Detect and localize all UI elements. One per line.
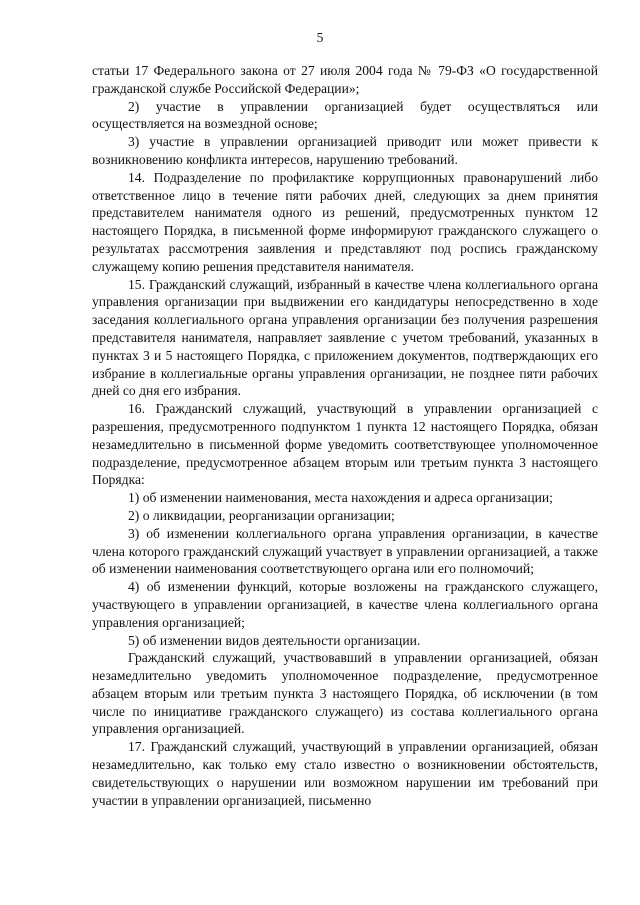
paragraph-continuation: статьи 17 Федерального закона от 27 июля 2004 года № 79-ФЗ «О государственной гражданской службе Российской Федерации»; bbox=[92, 63, 598, 96]
paragraph-clause-16: 16. Гражданский служащий, участвующий в управлении организацией с разрешения, предусмотренного подпунктом 1 пункта 12 настоящего Порядка, обязан незамедлительно в письменной форме уведомить соответствующее уполномоченное подразделение, предусмотренное абзацем вторым или третьим пункта 3 настоящего Порядка: bbox=[92, 401, 598, 488]
list-item-5: 5) об изменении видов деятельности организации. bbox=[128, 632, 421, 648]
list-item-3: 3) об изменении коллегиального органа управления организации, в качестве члена которого гражданский служащий участвует в управлении организацией, а также об изменении наименования соответствующего органа или его полномочий; bbox=[92, 525, 598, 577]
paragraph-clause-17: 17. Гражданский служащий, участвующий в управлении организацией, обязан незамедлительно, как только ему стало известно о возникновении обстоятельств, свидетельствующих о нарушении или возможном нарушении им требований при участии в управлении организацией, письменно bbox=[92, 739, 598, 808]
list-item-4: 4) об изменении функций, которые возложены на гражданского служащего, участвующего в управлении организацией, в качестве члена коллегиального органа управления организацией; bbox=[92, 579, 598, 630]
list-item-1: 1) об изменении наименования, места нахождения и адреса организации; bbox=[128, 490, 553, 506]
page-number: 5 bbox=[316, 30, 324, 45]
paragraph-item-2: 2) участие в управлении организацией будет осуществляться или осуществляется на возмездной основе; bbox=[92, 98, 598, 132]
list-item-2: 2) о ликвидации, реорганизации организации; bbox=[128, 507, 395, 523]
document-body bbox=[92, 62, 598, 809]
paragraph-clause-15: 15. Гражданский служащий, избранный в качестве члена коллегиального органа управления организации при выдвижении его кандидатуры непосредственно в ходе заседания коллегиального органа управления организации без получения разрешения представителя нанимателя, направляет заявление с учетом требований, указанных в пунктах 3 и 5 настоящего Порядка, с приложением документов, подтверждающих его избрание в коллегиальные органы управления организации, не позднее пяти рабочих дней со дня его избрания. bbox=[92, 276, 598, 399]
paragraph-item-3: 3) участие в управлении организацией приводит или может привести к возникновению конфликта интересов, нарушению требований. bbox=[92, 134, 598, 167]
paragraph-clause-14: 14. Подразделение по профилактике коррупционных правонарушений либо ответственное лицо в течение пяти рабочих дней, следующих за днем принятия представителем нанимателя одного из решений, предусмотренных пунктом 12 настоящего Порядка, в письменной форме информируют гражданского служащего о результатах рассмотрения заявления и представляют под роспись гражданскому служащему копию решения представителя нанимателя. bbox=[92, 169, 598, 274]
paragraph-clause-16-note: Гражданский служащий, участвовавший в управлении организацией, обязан незамедлительно уведомить уполномоченное подразделение, предусмотренное абзацем вторым или третьим пункта 3 настоящего Порядка, об исключении (в том числе по инициативе гражданского служащего) из состава коллегиального органа управления организацией. bbox=[92, 650, 598, 737]
